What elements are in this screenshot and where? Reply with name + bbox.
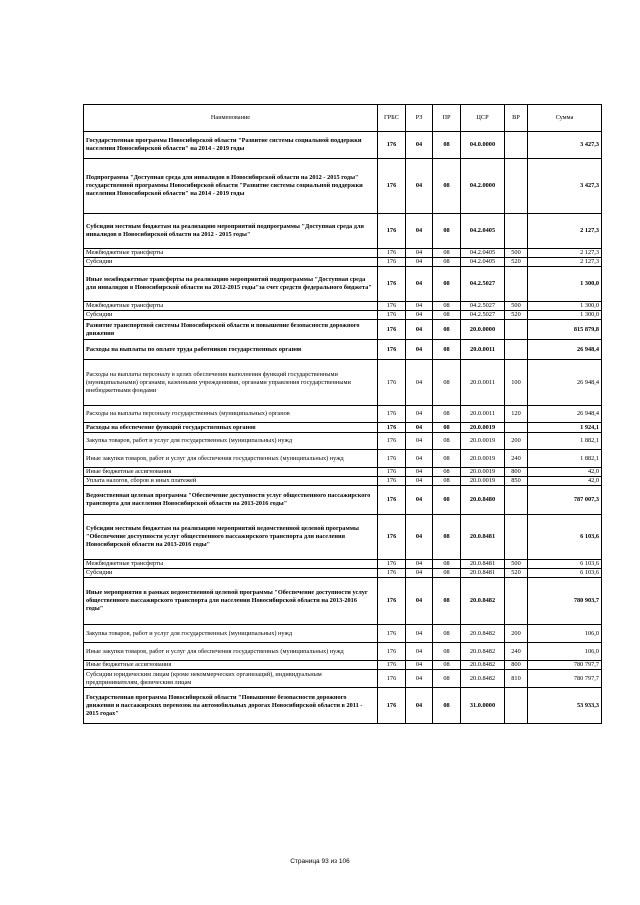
cell-grbs: 176 — [378, 159, 406, 214]
cell-rz: 04 — [406, 515, 433, 560]
cell-grbs: 176 — [378, 450, 406, 468]
cell-vr — [505, 340, 528, 360]
cell-vr: 200 — [505, 625, 528, 643]
cell-name: Субсидии — [84, 569, 378, 578]
cell-rz: 04 — [406, 132, 433, 159]
cell-vr: 850 — [505, 477, 528, 486]
table-row — [84, 578, 602, 625]
cell-name: Расходы на обеспечение функций государственных органов — [84, 423, 378, 433]
cell-rz: 04 — [406, 311, 433, 320]
table-row — [84, 688, 602, 724]
cell-grbs: 176 — [378, 515, 406, 560]
cell-csr: 20.0.8482 — [461, 661, 505, 670]
cell-pr: 08 — [433, 423, 461, 433]
cell-grbs: 176 — [378, 578, 406, 625]
cell-grbs: 176 — [378, 569, 406, 578]
budget-table — [83, 104, 602, 724]
cell-sum: 787 007,3 — [528, 486, 602, 515]
cell-rz: 04 — [406, 267, 433, 302]
cell-pr: 08 — [433, 340, 461, 360]
cell-vr — [505, 486, 528, 515]
cell-grbs: 176 — [378, 320, 406, 340]
cell-grbs: 176 — [378, 477, 406, 486]
cell-pr: 08 — [433, 249, 461, 258]
cell-rz: 04 — [406, 486, 433, 515]
cell-sum: 26 948,4 — [528, 406, 602, 423]
cell-pr: 08 — [433, 486, 461, 515]
page-number: Страница 93 из 106 — [290, 858, 350, 865]
cell-csr: 20.0.0019 — [461, 477, 505, 486]
cell-name: Межбюджетные трансферты — [84, 249, 378, 258]
cell-name: Государственная программа Новосибирской области "Повышение безопасности дорожного движения и пассажирских перевозок на автомобильных дорогах Новосибирской области в 2011 - 2015 годах" — [84, 688, 378, 724]
table-row — [84, 258, 602, 267]
cell-rz: 04 — [406, 661, 433, 670]
cell-csr: 04.2.0000 — [461, 159, 505, 214]
cell-rz: 04 — [406, 406, 433, 423]
table-row — [84, 486, 602, 515]
cell-grbs: 176 — [378, 688, 406, 724]
cell-grbs: 176 — [378, 486, 406, 515]
cell-sum: 53 933,3 — [528, 688, 602, 724]
cell-grbs: 176 — [378, 249, 406, 258]
cell-sum: 1 882,1 — [528, 450, 602, 468]
cell-pr: 08 — [433, 433, 461, 450]
cell-grbs: 176 — [378, 433, 406, 450]
cell-sum: 106,0 — [528, 643, 602, 661]
cell-rz: 04 — [406, 423, 433, 433]
cell-rz: 04 — [406, 433, 433, 450]
cell-sum: 42,0 — [528, 468, 602, 477]
cell-name: Закупка товаров, работ и услуг для государственных (муниципальных) нужд — [84, 625, 378, 643]
header-rz: РЗ — [406, 105, 433, 132]
cell-vr: 200 — [505, 433, 528, 450]
cell-name: Закупка товаров, работ и услуг для государственных (муниципальных) нужд — [84, 433, 378, 450]
cell-csr: 20.0.0019 — [461, 423, 505, 433]
cell-name: Субсидии — [84, 311, 378, 320]
cell-rz: 04 — [406, 625, 433, 643]
cell-sum: 1 300,0 — [528, 302, 602, 311]
header-grbs: ГРБС — [378, 105, 406, 132]
cell-grbs: 176 — [378, 406, 406, 423]
cell-name: Иные мероприятия в рамках ведомственной целевой программы "Обеспечение доступности услуг общественного пассажирского транспорта для населения Новосибирской области на 2013-2016 годы" — [84, 578, 378, 625]
cell-name: Межбюджетные трансферты — [84, 560, 378, 569]
cell-rz: 04 — [406, 643, 433, 661]
table-row — [84, 643, 602, 661]
cell-sum: 6 103,6 — [528, 560, 602, 569]
cell-vr — [505, 515, 528, 560]
cell-grbs: 176 — [378, 560, 406, 569]
cell-csr: 20.0.0019 — [461, 433, 505, 450]
cell-csr: 20.0.0011 — [461, 360, 505, 406]
cell-rz: 04 — [406, 320, 433, 340]
cell-sum: 26 948,4 — [528, 340, 602, 360]
cell-sum: 1 924,1 — [528, 423, 602, 433]
cell-csr: 04.2.0405 — [461, 258, 505, 267]
cell-sum: 3 427,3 — [528, 159, 602, 214]
cell-csr: 04.2.5027 — [461, 311, 505, 320]
cell-csr: 20.0.8482 — [461, 670, 505, 688]
cell-csr: 04.2.0405 — [461, 249, 505, 258]
cell-csr: 20.0.8482 — [461, 625, 505, 643]
table-row — [84, 302, 602, 311]
cell-sum: 1 300,0 — [528, 311, 602, 320]
table-row — [84, 159, 602, 214]
cell-vr — [505, 159, 528, 214]
cell-pr: 08 — [433, 643, 461, 661]
cell-name: Ведомственная целевая программа "Обеспечение доступности услуг общественного пассажирского транспорта для населения Новосибирской области на 2013-2016 годы" — [84, 486, 378, 515]
table-row — [84, 214, 602, 249]
cell-rz: 04 — [406, 468, 433, 477]
cell-vr — [505, 688, 528, 724]
cell-vr: 120 — [505, 406, 528, 423]
cell-vr: 520 — [505, 258, 528, 267]
cell-vr: 520 — [505, 311, 528, 320]
cell-name: Расходы на выплаты по оплате труда работников государственных органов — [84, 340, 378, 360]
cell-sum: 2 127,3 — [528, 214, 602, 249]
cell-name: Расходы на выплаты персоналу государственных (муниципальных) органов — [84, 406, 378, 423]
cell-csr: 31.0.0000 — [461, 688, 505, 724]
cell-sum: 780 797,7 — [528, 670, 602, 688]
cell-pr: 08 — [433, 468, 461, 477]
header-sum: Сумма — [528, 105, 602, 132]
cell-pr: 08 — [433, 214, 461, 249]
cell-name: Развитие транспортной системы Новосибирской области и повышение безопасности дорожного движения — [84, 320, 378, 340]
cell-pr: 08 — [433, 578, 461, 625]
cell-vr — [505, 423, 528, 433]
cell-vr: 810 — [505, 670, 528, 688]
cell-grbs: 176 — [378, 258, 406, 267]
cell-pr: 08 — [433, 477, 461, 486]
cell-sum: 26 948,4 — [528, 360, 602, 406]
cell-name: Государственная программа Новосибирской области "Развитие системы социальной поддержки населения Новосибирской области" на 2014 - 2019 годы — [84, 132, 378, 159]
table-header-row — [84, 105, 602, 132]
cell-csr: 04.2.0405 — [461, 214, 505, 249]
cell-rz: 04 — [406, 258, 433, 267]
cell-pr: 08 — [433, 360, 461, 406]
cell-name: Субсидии местным бюджетам на реализацию мероприятий ведомственной целевой программы "Обеспечение доступности услуг общественного пассажирского транспорта для населения Новосибирской области на 2013-2016 годы" — [84, 515, 378, 560]
cell-name: Иные бюджетные ассигнования — [84, 661, 378, 670]
cell-csr: 20.0.0000 — [461, 320, 505, 340]
table-row — [84, 661, 602, 670]
cell-csr: 04.2.5027 — [461, 267, 505, 302]
cell-rz: 04 — [406, 688, 433, 724]
cell-pr: 08 — [433, 267, 461, 302]
cell-vr: 800 — [505, 661, 528, 670]
table-row — [84, 406, 602, 423]
cell-pr: 08 — [433, 450, 461, 468]
table-row — [84, 249, 602, 258]
table-row — [84, 569, 602, 578]
cell-sum: 1 300,0 — [528, 267, 602, 302]
cell-name: Межбюджетные трансферты — [84, 302, 378, 311]
cell-vr — [505, 132, 528, 159]
cell-sum: 780 903,7 — [528, 578, 602, 625]
header-pr: ПР — [433, 105, 461, 132]
cell-grbs: 176 — [378, 468, 406, 477]
cell-csr: 20.0.8481 — [461, 560, 505, 569]
table-row — [84, 423, 602, 433]
cell-csr: 20.0.8480 — [461, 486, 505, 515]
cell-sum: 2 127,3 — [528, 258, 602, 267]
cell-vr — [505, 267, 528, 302]
cell-rz: 04 — [406, 569, 433, 578]
cell-rz: 04 — [406, 340, 433, 360]
table-row — [84, 340, 602, 360]
cell-rz: 04 — [406, 360, 433, 406]
cell-csr: 20.0.8481 — [461, 569, 505, 578]
cell-grbs: 176 — [378, 214, 406, 249]
cell-sum: 6 103,6 — [528, 515, 602, 560]
header-csr: ЦСР — [461, 105, 505, 132]
table-row — [84, 450, 602, 468]
cell-grbs: 176 — [378, 132, 406, 159]
table-row — [84, 433, 602, 450]
cell-vr: 520 — [505, 569, 528, 578]
cell-vr: 500 — [505, 560, 528, 569]
cell-vr — [505, 578, 528, 625]
cell-pr: 08 — [433, 569, 461, 578]
cell-pr: 08 — [433, 320, 461, 340]
cell-csr: 20.0.0011 — [461, 406, 505, 423]
cell-vr: 240 — [505, 450, 528, 468]
cell-pr: 08 — [433, 132, 461, 159]
cell-pr: 08 — [433, 406, 461, 423]
cell-csr: 20.0.0019 — [461, 450, 505, 468]
cell-vr: 100 — [505, 360, 528, 406]
cell-name: Субсидии юридическим лицам (кроме некоммерческих организаций), индивидуальным предпринимателям, физическим лицам — [84, 670, 378, 688]
cell-csr: 20.0.8482 — [461, 643, 505, 661]
cell-csr: 04.0.0000 — [461, 132, 505, 159]
cell-name: Иные закупки товаров, работ и услуг для обеспечения государственных (муниципальных) нужд — [84, 450, 378, 468]
cell-rz: 04 — [406, 214, 433, 249]
table-row — [84, 311, 602, 320]
header-vr: ВР — [505, 105, 528, 132]
cell-name: Иные закупки товаров, работ и услуг для обеспечения государственных (муниципальных) нужд — [84, 643, 378, 661]
cell-name: Субсидии местным бюджетам на реализацию мероприятий подпрограммы "Доступная среда для инвалидов в Новосибирской области на 2012 - 2015 годы" — [84, 214, 378, 249]
cell-rz: 04 — [406, 249, 433, 258]
cell-pr: 08 — [433, 688, 461, 724]
cell-csr: 04.2.5027 — [461, 302, 505, 311]
cell-rz: 04 — [406, 670, 433, 688]
cell-grbs: 176 — [378, 340, 406, 360]
cell-rz: 04 — [406, 477, 433, 486]
cell-name: Субсидии — [84, 258, 378, 267]
cell-sum: 1 882,1 — [528, 433, 602, 450]
cell-name: Расходы на выплаты персоналу в целях обеспечения выполнения функций государственными (муниципальными) органами, казенными учреждениями, органами управления государственными внебюджетными фондами — [84, 360, 378, 406]
table-row — [84, 515, 602, 560]
table-row — [84, 360, 602, 406]
cell-grbs: 176 — [378, 267, 406, 302]
cell-vr — [505, 320, 528, 340]
cell-grbs: 176 — [378, 643, 406, 661]
cell-rz: 04 — [406, 450, 433, 468]
cell-vr: 240 — [505, 643, 528, 661]
cell-pr: 08 — [433, 159, 461, 214]
cell-pr: 08 — [433, 515, 461, 560]
cell-pr: 08 — [433, 258, 461, 267]
table-row — [84, 468, 602, 477]
table-row — [84, 670, 602, 688]
cell-grbs: 176 — [378, 423, 406, 433]
cell-vr — [505, 214, 528, 249]
table-row — [84, 267, 602, 302]
cell-grbs: 176 — [378, 360, 406, 406]
cell-pr: 08 — [433, 670, 461, 688]
cell-sum: 6 103,6 — [528, 569, 602, 578]
cell-sum: 815 879,8 — [528, 320, 602, 340]
table-row — [84, 132, 602, 159]
cell-vr: 500 — [505, 302, 528, 311]
cell-pr: 08 — [433, 625, 461, 643]
cell-grbs: 176 — [378, 670, 406, 688]
cell-name: Уплата налогов, сборов и иных платежей — [84, 477, 378, 486]
cell-csr: 20.0.8481 — [461, 515, 505, 560]
cell-rz: 04 — [406, 159, 433, 214]
table-row — [84, 560, 602, 569]
cell-csr: 20.0.8482 — [461, 578, 505, 625]
cell-sum: 106,0 — [528, 625, 602, 643]
table-row — [84, 320, 602, 340]
cell-vr: 800 — [505, 468, 528, 477]
cell-name: Иные бюджетные ассигнования — [84, 468, 378, 477]
cell-rz: 04 — [406, 578, 433, 625]
cell-grbs: 176 — [378, 661, 406, 670]
header-name: Наименование — [84, 105, 378, 132]
table-row — [84, 477, 602, 486]
cell-csr: 20.0.0019 — [461, 468, 505, 477]
cell-rz: 04 — [406, 302, 433, 311]
cell-pr: 08 — [433, 661, 461, 670]
cell-sum: 2 127,3 — [528, 249, 602, 258]
cell-grbs: 176 — [378, 311, 406, 320]
cell-sum: 42,0 — [528, 477, 602, 486]
cell-pr: 08 — [433, 311, 461, 320]
cell-grbs: 176 — [378, 625, 406, 643]
cell-rz: 04 — [406, 560, 433, 569]
cell-pr: 08 — [433, 560, 461, 569]
cell-sum: 3 427,3 — [528, 132, 602, 159]
cell-pr: 08 — [433, 302, 461, 311]
cell-sum: 780 797,7 — [528, 661, 602, 670]
table-row — [84, 625, 602, 643]
cell-grbs: 176 — [378, 302, 406, 311]
cell-csr: 20.0.0011 — [461, 340, 505, 360]
cell-name: Подпрограмма "Доступная среда для инвалидов в Новосибирской области на 2012 - 2015 годы" государственной программы Новосибирской области "Развитие системы социальной поддержки населения Новосибирской области" на 2014 - 2019 годы — [84, 159, 378, 214]
cell-name: Иные межбюджетные трансферты на реализацию мероприятий подпрограммы "Доступная среда для инвалидов в Новосибирской области на 2012-2015 годы"за счет средств федерального бюджета" — [84, 267, 378, 302]
cell-vr: 500 — [505, 249, 528, 258]
